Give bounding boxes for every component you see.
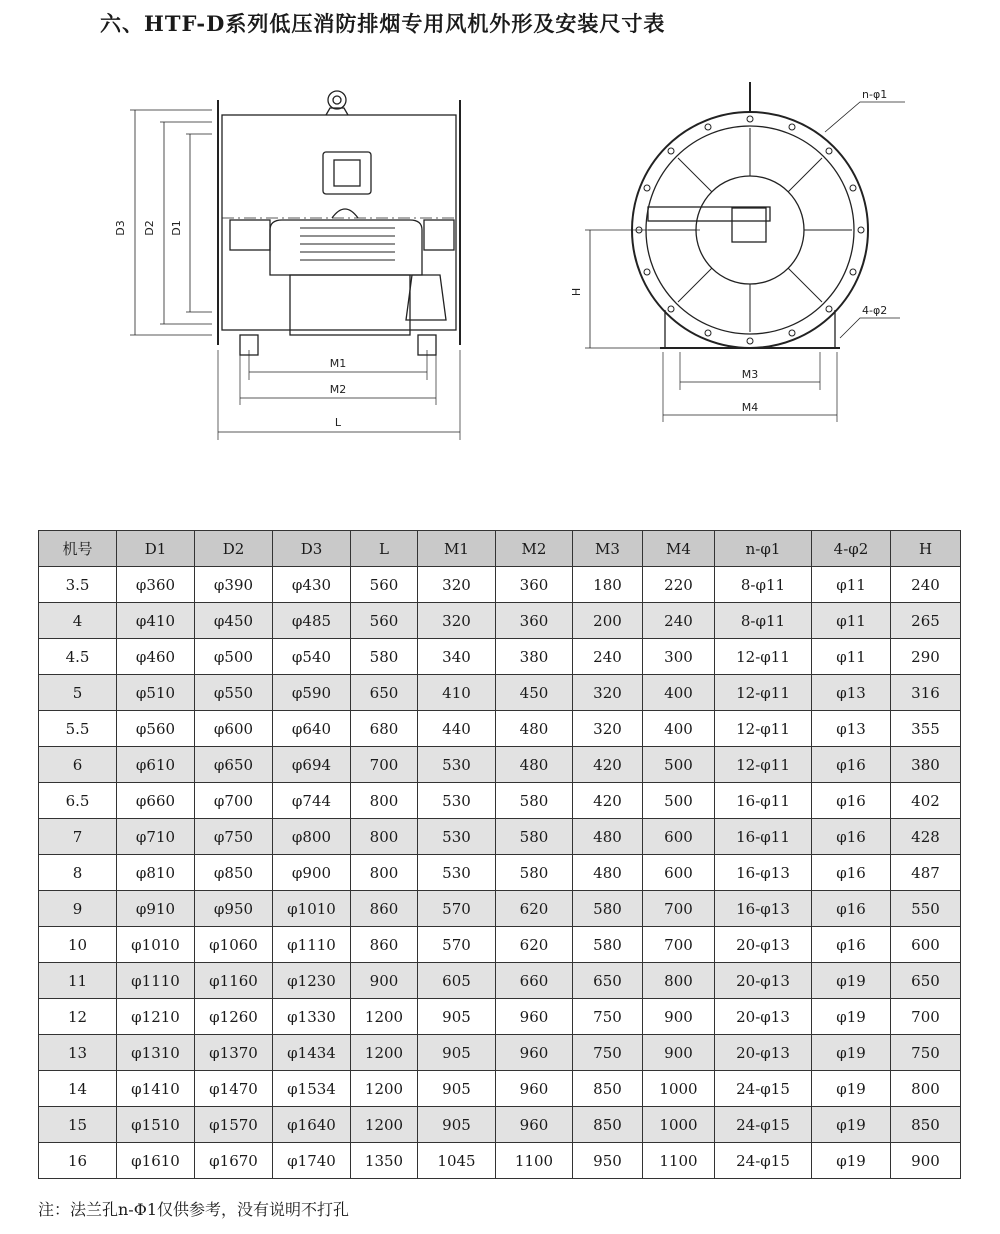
- table-cell: 12-φ11: [715, 747, 812, 783]
- table-cell: 360: [496, 603, 573, 639]
- table-cell: 620: [496, 927, 573, 963]
- table-cell: 320: [418, 567, 496, 603]
- table-cell: 320: [573, 675, 643, 711]
- table-cell: 570: [418, 927, 496, 963]
- table-cell: 16-φ11: [715, 819, 812, 855]
- table-cell: 905: [418, 1071, 496, 1107]
- table-cell: 960: [496, 999, 573, 1035]
- table-cell: 700: [351, 747, 418, 783]
- column-header: D1: [117, 531, 195, 567]
- table-cell: 900: [891, 1143, 961, 1179]
- label-d1: D1: [170, 220, 183, 236]
- table-cell: 240: [643, 603, 715, 639]
- table-cell: 580: [496, 855, 573, 891]
- table-cell: φ19: [812, 1035, 891, 1071]
- table-cell: 180: [573, 567, 643, 603]
- table-cell: 950: [573, 1143, 643, 1179]
- table-cell: 320: [573, 711, 643, 747]
- table-cell: φ610: [117, 747, 195, 783]
- table-cell: 355: [891, 711, 961, 747]
- table-cell: φ16: [812, 891, 891, 927]
- table-cell: φ1110: [117, 963, 195, 999]
- table-cell: φ13: [812, 711, 891, 747]
- label-d3: D3: [114, 220, 127, 236]
- table-cell: 300: [643, 639, 715, 675]
- table-cell: 20-φ13: [715, 999, 812, 1035]
- table-cell: 360: [496, 567, 573, 603]
- table-cell: 450: [496, 675, 573, 711]
- table-cell: 750: [573, 1035, 643, 1071]
- table-cell: 12: [39, 999, 117, 1035]
- table-cell: 800: [351, 819, 418, 855]
- table-cell: 900: [351, 963, 418, 999]
- label-h: H: [570, 287, 583, 297]
- table-cell: 20-φ13: [715, 927, 812, 963]
- table-cell: φ540: [273, 639, 351, 675]
- table-cell: 560: [351, 567, 418, 603]
- table-cell: 320: [418, 603, 496, 639]
- column-header: D3: [273, 531, 351, 567]
- table-cell: φ16: [812, 747, 891, 783]
- table-cell: 530: [418, 819, 496, 855]
- table-cell: φ11: [812, 567, 891, 603]
- table-cell: φ460: [117, 639, 195, 675]
- table-cell: 960: [496, 1107, 573, 1143]
- table-cell: 6: [39, 747, 117, 783]
- label-4-phi2: 4-φ2: [862, 304, 888, 317]
- table-cell: 16-φ13: [715, 891, 812, 927]
- table-cell: 530: [418, 747, 496, 783]
- table-row: [39, 603, 961, 639]
- table-cell: 480: [573, 819, 643, 855]
- table-cell: φ1370: [195, 1035, 273, 1071]
- table-cell: 800: [891, 1071, 961, 1107]
- table-cell: 340: [418, 639, 496, 675]
- column-header: M4: [643, 531, 715, 567]
- table-cell: 420: [573, 783, 643, 819]
- table-cell: φ810: [117, 855, 195, 891]
- table-row: [39, 1143, 961, 1179]
- table-cell: φ550: [195, 675, 273, 711]
- label-m2: M2: [329, 383, 347, 396]
- table-cell: φ410: [117, 603, 195, 639]
- table-cell: φ500: [195, 639, 273, 675]
- table-cell: φ13: [812, 675, 891, 711]
- table-cell: 12-φ11: [715, 675, 812, 711]
- table-cell: 316: [891, 675, 961, 711]
- table-cell: φ744: [273, 783, 351, 819]
- table-cell: 480: [496, 711, 573, 747]
- table-cell: 480: [496, 747, 573, 783]
- table-cell: 24-φ15: [715, 1143, 812, 1179]
- column-header: H: [891, 531, 961, 567]
- table-row: [39, 675, 961, 711]
- table-cell: 900: [643, 999, 715, 1035]
- fan-outline-drawing: [0, 60, 1000, 460]
- table-cell: 700: [643, 927, 715, 963]
- table-row: [39, 1071, 961, 1107]
- table-cell: 24-φ15: [715, 1107, 812, 1143]
- table-cell: φ650: [195, 747, 273, 783]
- label-m1: M1: [329, 357, 347, 370]
- table-cell: φ800: [273, 819, 351, 855]
- table-cell: 650: [351, 675, 418, 711]
- table-cell: 960: [496, 1071, 573, 1107]
- table-cell: φ11: [812, 603, 891, 639]
- table-cell: 650: [891, 963, 961, 999]
- table-cell: 24-φ15: [715, 1071, 812, 1107]
- table-cell: 16-φ11: [715, 783, 812, 819]
- table-cell: φ16: [812, 783, 891, 819]
- table-cell: 14: [39, 1071, 117, 1107]
- table-cell: 1100: [643, 1143, 715, 1179]
- table-cell: 420: [573, 747, 643, 783]
- table-cell: φ850: [195, 855, 273, 891]
- table-cell: φ1434: [273, 1035, 351, 1071]
- table-cell: 605: [418, 963, 496, 999]
- table-cell: 1200: [351, 999, 418, 1035]
- table-cell: φ694: [273, 747, 351, 783]
- table-cell: 220: [643, 567, 715, 603]
- table-body: [39, 567, 961, 1179]
- table-cell: 1350: [351, 1143, 418, 1179]
- label-l: L: [334, 416, 342, 429]
- table-cell: 10: [39, 927, 117, 963]
- table-cell: φ485: [273, 603, 351, 639]
- column-header: M2: [496, 531, 573, 567]
- table-row: [39, 783, 961, 819]
- table-cell: 650: [573, 963, 643, 999]
- table-cell: 4: [39, 603, 117, 639]
- table-cell: φ1534: [273, 1071, 351, 1107]
- table-cell: φ19: [812, 1071, 891, 1107]
- table-cell: 750: [891, 1035, 961, 1071]
- table-cell: 800: [351, 855, 418, 891]
- table-cell: 750: [573, 999, 643, 1035]
- table-cell: φ1410: [117, 1071, 195, 1107]
- table-cell: φ750: [195, 819, 273, 855]
- table-row: [39, 1035, 961, 1071]
- table-cell: 240: [891, 567, 961, 603]
- table-cell: 8-φ11: [715, 567, 812, 603]
- table-cell: φ1610: [117, 1143, 195, 1179]
- table-cell: 960: [496, 1035, 573, 1071]
- table-cell: 8-φ11: [715, 603, 812, 639]
- table-cell: 7: [39, 819, 117, 855]
- table-cell: φ710: [117, 819, 195, 855]
- table-cell: φ640: [273, 711, 351, 747]
- table-row: [39, 927, 961, 963]
- table-cell: φ1310: [117, 1035, 195, 1071]
- table-cell: 550: [891, 891, 961, 927]
- side-view: [130, 91, 460, 440]
- table-row: [39, 747, 961, 783]
- table-cell: 1200: [351, 1035, 418, 1071]
- table-cell: 850: [573, 1071, 643, 1107]
- table-cell: 850: [891, 1107, 961, 1143]
- table-row: [39, 999, 961, 1035]
- table-header-row: [39, 531, 961, 567]
- table-cell: φ700: [195, 783, 273, 819]
- table-cell: φ1510: [117, 1107, 195, 1143]
- table-cell: φ16: [812, 855, 891, 891]
- table-cell: 500: [643, 783, 715, 819]
- table-cell: 560: [351, 603, 418, 639]
- table-cell: 265: [891, 603, 961, 639]
- table-cell: 860: [351, 891, 418, 927]
- table-cell: φ19: [812, 999, 891, 1035]
- column-header: D2: [195, 531, 273, 567]
- table-cell: φ16: [812, 927, 891, 963]
- table-cell: φ1260: [195, 999, 273, 1035]
- column-header: 4-φ2: [812, 531, 891, 567]
- table-cell: 570: [418, 891, 496, 927]
- label-m4: M4: [741, 401, 759, 414]
- table-cell: 905: [418, 999, 496, 1035]
- table-cell: 20-φ13: [715, 963, 812, 999]
- table-cell: φ360: [117, 567, 195, 603]
- table-cell: φ1740: [273, 1143, 351, 1179]
- table-cell: 680: [351, 711, 418, 747]
- table-cell: 5: [39, 675, 117, 711]
- table-cell: φ560: [117, 711, 195, 747]
- table-cell: 1000: [643, 1071, 715, 1107]
- table-row: [39, 855, 961, 891]
- table-cell: φ910: [117, 891, 195, 927]
- table-cell: φ1640: [273, 1107, 351, 1143]
- table-cell: φ1010: [273, 891, 351, 927]
- table-cell: 700: [891, 999, 961, 1035]
- table-cell: 480: [573, 855, 643, 891]
- table-cell: 905: [418, 1035, 496, 1071]
- table-cell: 580: [496, 819, 573, 855]
- table-cell: φ1010: [117, 927, 195, 963]
- table-cell: 400: [643, 675, 715, 711]
- table-cell: φ1570: [195, 1107, 273, 1143]
- table-cell: 16-φ13: [715, 855, 812, 891]
- table-cell: 1045: [418, 1143, 496, 1179]
- table-cell: 600: [643, 855, 715, 891]
- dimension-table: [38, 530, 961, 1179]
- table-cell: φ1230: [273, 963, 351, 999]
- table-cell: 530: [418, 783, 496, 819]
- table-cell: φ510: [117, 675, 195, 711]
- table-cell: 580: [573, 891, 643, 927]
- table-row: [39, 819, 961, 855]
- table-cell: φ430: [273, 567, 351, 603]
- table-cell: 3.5: [39, 567, 117, 603]
- table-cell: 487: [891, 855, 961, 891]
- label-d2: D2: [143, 220, 156, 236]
- table-cell: 1100: [496, 1143, 573, 1179]
- table-cell: 290: [891, 639, 961, 675]
- label-m3: M3: [741, 368, 759, 381]
- table-cell: 5.5: [39, 711, 117, 747]
- table-cell: 402: [891, 783, 961, 819]
- table-cell: 600: [643, 819, 715, 855]
- page-title: 六、HTF-D系列低压消防排烟专用风机外形及安装尺寸表: [100, 11, 666, 36]
- table-cell: φ1210: [117, 999, 195, 1035]
- table-cell: 1000: [643, 1107, 715, 1143]
- table-cell: φ19: [812, 963, 891, 999]
- table-row: [39, 1107, 961, 1143]
- table-cell: 860: [351, 927, 418, 963]
- table-cell: φ1160: [195, 963, 273, 999]
- table-cell: 620: [496, 891, 573, 927]
- table-row: [39, 963, 961, 999]
- table-row: [39, 711, 961, 747]
- column-header: 机号: [39, 531, 117, 567]
- column-header: L: [351, 531, 418, 567]
- table-cell: 8: [39, 855, 117, 891]
- table-cell: 800: [351, 783, 418, 819]
- table-cell: 530: [418, 855, 496, 891]
- table-cell: 400: [643, 711, 715, 747]
- table-cell: 4.5: [39, 639, 117, 675]
- table-cell: 500: [643, 747, 715, 783]
- table-cell: 13: [39, 1035, 117, 1071]
- table-cell: φ19: [812, 1143, 891, 1179]
- table-cell: 850: [573, 1107, 643, 1143]
- column-header: M3: [573, 531, 643, 567]
- table-cell: φ1060: [195, 927, 273, 963]
- table-cell: 900: [643, 1035, 715, 1071]
- table-cell: 410: [418, 675, 496, 711]
- table-cell: 580: [351, 639, 418, 675]
- column-header: M1: [418, 531, 496, 567]
- table-cell: 428: [891, 819, 961, 855]
- table-cell: 800: [643, 963, 715, 999]
- table-cell: 660: [496, 963, 573, 999]
- table-cell: φ11: [812, 639, 891, 675]
- footnote: 注：法兰孔n-Φ1仅供参考，没有说明不打孔: [38, 1200, 350, 1219]
- table-cell: φ590: [273, 675, 351, 711]
- table-cell: φ660: [117, 783, 195, 819]
- table-cell: 700: [643, 891, 715, 927]
- table-cell: 6.5: [39, 783, 117, 819]
- table-cell: 12-φ11: [715, 711, 812, 747]
- table-cell: 1200: [351, 1071, 418, 1107]
- table-cell: φ1110: [273, 927, 351, 963]
- table-cell: φ950: [195, 891, 273, 927]
- table-cell: 240: [573, 639, 643, 675]
- table-cell: 440: [418, 711, 496, 747]
- table-cell: 11: [39, 963, 117, 999]
- table-cell: 600: [891, 927, 961, 963]
- table-cell: 580: [573, 927, 643, 963]
- table-cell: φ600: [195, 711, 273, 747]
- table-cell: 16: [39, 1143, 117, 1179]
- label-n-phi1: n-φ1: [862, 88, 888, 101]
- table-cell: φ16: [812, 819, 891, 855]
- table-cell: 380: [496, 639, 573, 675]
- table-cell: 380: [891, 747, 961, 783]
- table-cell: φ900: [273, 855, 351, 891]
- table-cell: 580: [496, 783, 573, 819]
- table-cell: φ390: [195, 567, 273, 603]
- table-cell: 12-φ11: [715, 639, 812, 675]
- table-cell: φ450: [195, 603, 273, 639]
- table-cell: 20-φ13: [715, 1035, 812, 1071]
- table-cell: φ1330: [273, 999, 351, 1035]
- table-cell: 9: [39, 891, 117, 927]
- table-cell: φ19: [812, 1107, 891, 1143]
- table-cell: φ1470: [195, 1071, 273, 1107]
- column-header: n-φ1: [715, 531, 812, 567]
- table-row: [39, 567, 961, 603]
- table-cell: 1200: [351, 1107, 418, 1143]
- table-row: [39, 891, 961, 927]
- table-cell: 15: [39, 1107, 117, 1143]
- table-cell: 905: [418, 1107, 496, 1143]
- table-row: [39, 639, 961, 675]
- table-cell: 200: [573, 603, 643, 639]
- table-cell: φ1670: [195, 1143, 273, 1179]
